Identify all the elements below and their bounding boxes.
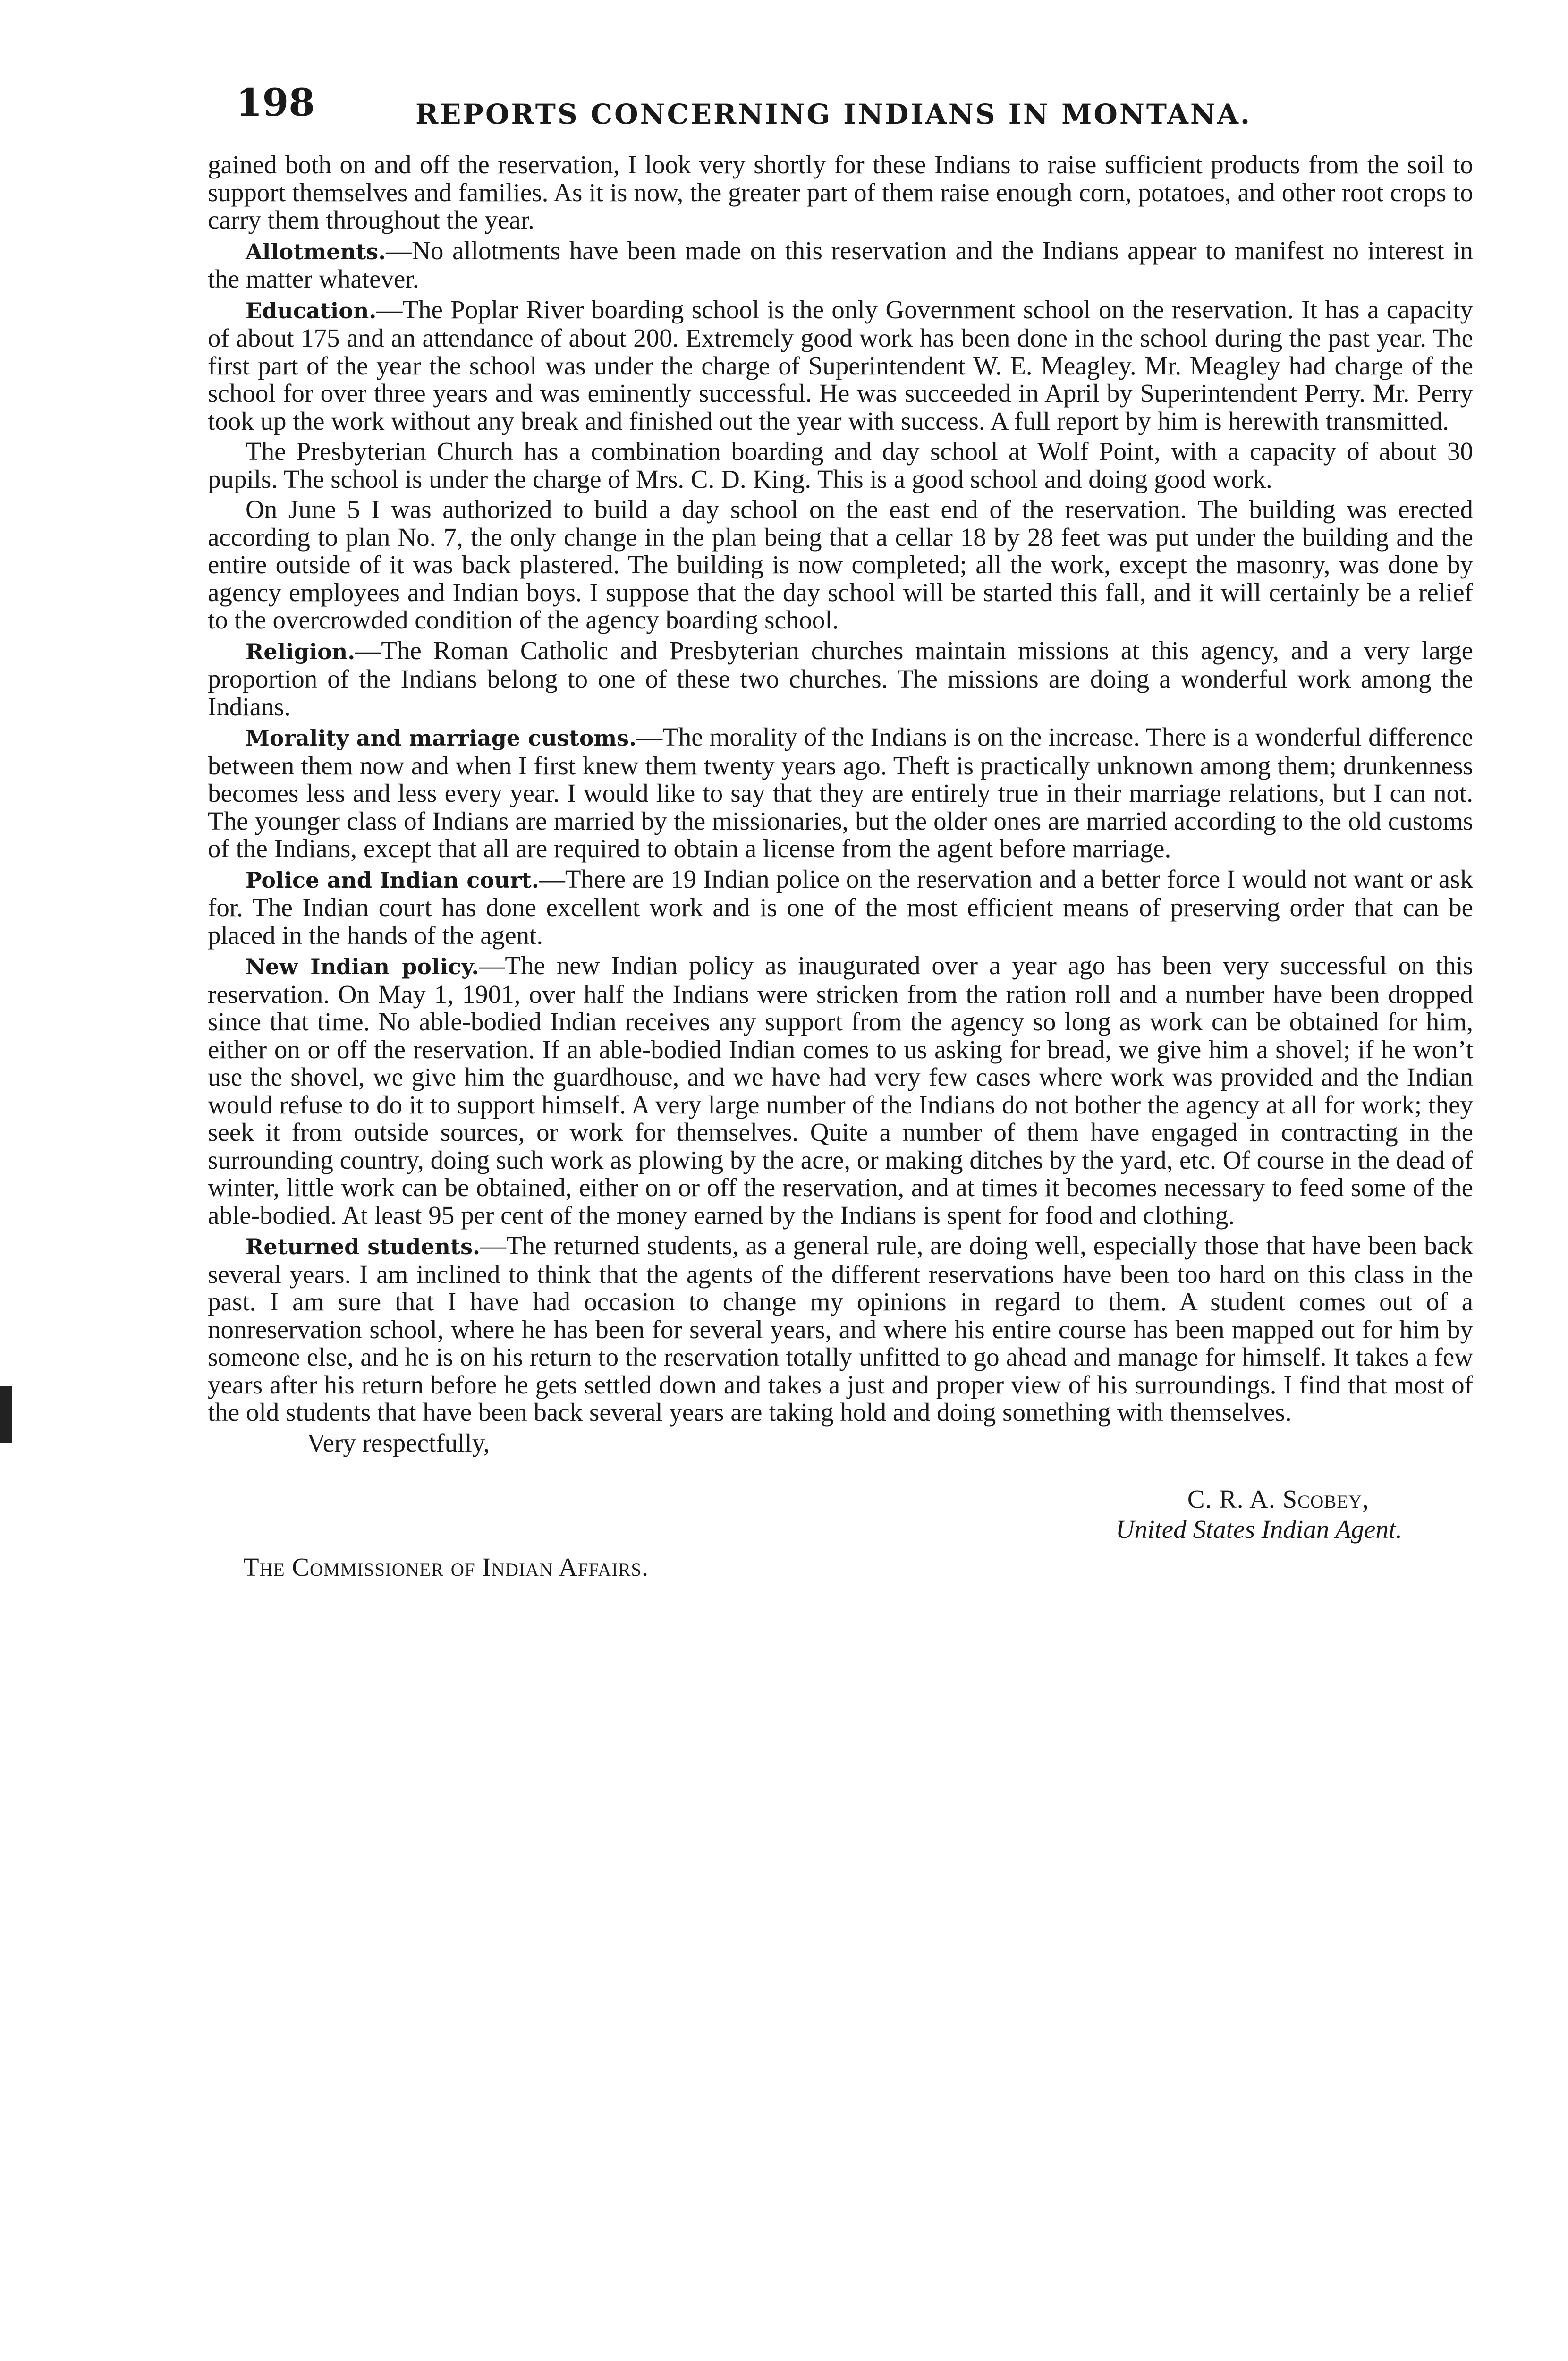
running-head xyxy=(208,80,1478,151)
signature-name: C. R. A. Scobey, xyxy=(1187,1485,1369,1513)
scan-edge-mark xyxy=(0,1386,12,1443)
section-heading-police: Police and Indian court. xyxy=(246,867,539,893)
section-heading-morality: Morality and marriage customs. xyxy=(246,725,637,751)
paragraph-text: The Presbyterian Church has a combination boarding and day school at Wolf Point, with a capacity of about 30 pupils. The school is under the charge of Mrs. C. D. King. This is a good school and doing good work. xyxy=(208,437,1473,493)
paragraph-continuation xyxy=(208,151,1473,234)
paragraph-allotments xyxy=(208,237,1473,293)
paragraph-text: —There are 19 Indian police on the reservation and a better force I would not want or ask for. The Indian court has done excellent work and is one of the most efficient means of preserving order that can be placed in the hands of the agent. xyxy=(208,864,1474,950)
section-heading-new-policy: New Indian policy. xyxy=(246,954,479,979)
paragraph-day-school xyxy=(208,496,1473,634)
section-heading-returned-students: Returned students. xyxy=(246,1234,481,1259)
closing-line: Very respectfully, xyxy=(307,1428,490,1457)
paragraph-education xyxy=(208,296,1473,435)
paragraph-text: On June 5 I was authorized to build a day school on the east end of the reservation. The building was erected according to plan No. 7, the only change in the plan being that a cellar 18 by 28 feet was put under the building and the entire outside of it was back plastered. The building is now completed; all the work, except the masonry, was done by agency employees and Indian boys. I suppose that the day school will be started this fall, and it will certainly be a relief to the overcrowded condition of the agency boarding school. xyxy=(208,495,1473,634)
signature-title: United States Indian Agent. xyxy=(1116,1515,1402,1544)
paragraph-religion xyxy=(208,637,1473,721)
header-title: REPORTS CONCERNING INDIANS IN MONTANA. xyxy=(415,98,1252,130)
page-number: 198 xyxy=(236,80,315,125)
paragraph-morality xyxy=(208,723,1473,863)
paragraph-new-policy xyxy=(208,952,1473,1229)
paragraph-text: —The new Indian policy as inaugurated over a year ago has been very successful on this reservation. On May 1, 1901, over half the Indians were stricken from the ration roll and a number have been dropped since that time. No able-bodied Indian receives any support from the agency so long as work can be obtained for him, either on or off the reservation. If an able-bodied Indian comes to us asking for bread, we give him a shovel; if he won’t use the shovel, we give him the guardhouse, and we have had very few cases where work was provided and the Indian would refuse to do it to support himself. A very large number of the Indians do not bother the agency at all for work; they seek it from outside sources, or work for themselves. Quite a number of them have engaged in contracting in the surrounding country, doing such work as plowing by the acre, or making ditches by the yard, etc. Of course in the dead of winter, little work can be obtained, either on or off the reservation, and at times it becomes necessary to feed some of the able-bodied. At least 95 per cent of the money earned by the Indians is spent for food and clothing. xyxy=(208,951,1474,1230)
report-body xyxy=(208,151,1478,1457)
paragraph-returned-students xyxy=(208,1232,1473,1427)
paragraph-text: —The morality of the Indians is on the increase. There is a wonderful difference between them now and when I first knew them twenty years ago. Theft is practically unknown among them; drunkenness becomes less and less every year. I would like to say that they are entirely true in their marriage relations, but I can not. The younger class of Indians are married by the missionaries, but the older ones are married according to the old customs of the Indians, except that all are required to obtain a license from the agent before marriage. xyxy=(208,722,1473,863)
paragraph-police xyxy=(208,866,1473,950)
paragraph-text: gained both on and off the reservation, I look very shortly for these Indians to raise sufficient products from the soil to support themselves and families. As it is now, the greater part of them raise enough corn, potatoes, and other root crops to carry them throughout the year. xyxy=(208,150,1473,234)
section-heading-education: Education. xyxy=(246,297,377,323)
paragraph-text: —No allotments have been made on this reservation and the Indians appear to manifest no interest in the matter whatever. xyxy=(208,236,1473,293)
section-heading-religion: Religion. xyxy=(246,638,356,664)
section-heading-allotments: Allotments. xyxy=(246,238,386,264)
paragraph-text: —The returned students, as a general rule, are doing well, especially those that have been back several years. I am inclined to think that the agents of the different reservations have been too hard on this class in the past. I am sure that I have had occasion to change my opinions in regard to them. A student comes out of a nonreservation school, where he has been for several years, and where his entire course has been mapped out for him by someone else, and he is on his return to the reservation totally unfitted to go ahead and manage for himself. It takes a few years after his return before he gets settled down and takes a just and proper view of his surroundings. I find that most of the old students that have been back several years are taking hold and doing something with themselves. xyxy=(208,1231,1473,1427)
document-page xyxy=(208,80,1478,2361)
signature-block xyxy=(208,1484,1478,1545)
paragraph-text: —The Roman Catholic and Presbyterian churches maintain missions at this agency, and a very large proportion of the Indians belong to one of these two churches. The missions are doing a wonderful work among the Indians. xyxy=(208,636,1473,721)
addressee: The Commissioner of Indian Affairs. xyxy=(243,1553,649,1581)
paragraph-presbyterian-school xyxy=(208,438,1473,493)
paragraph-text: —The Poplar River boarding school is the only Government school on the reservation. It has a capacity of about 175 and an attendance of about 200. Extremely good work has been done in the school during the past year. The first part of the year the school was under the charge of Superintendent W. E. Meagley. Mr. Meagley had charge of the school for over three years and was eminently successful. He was succeeded in April by Superintendent Perry. Mr. Perry took up the work without any break and finished out the year with success. A full report by him is herewith transmitted. xyxy=(208,295,1473,435)
